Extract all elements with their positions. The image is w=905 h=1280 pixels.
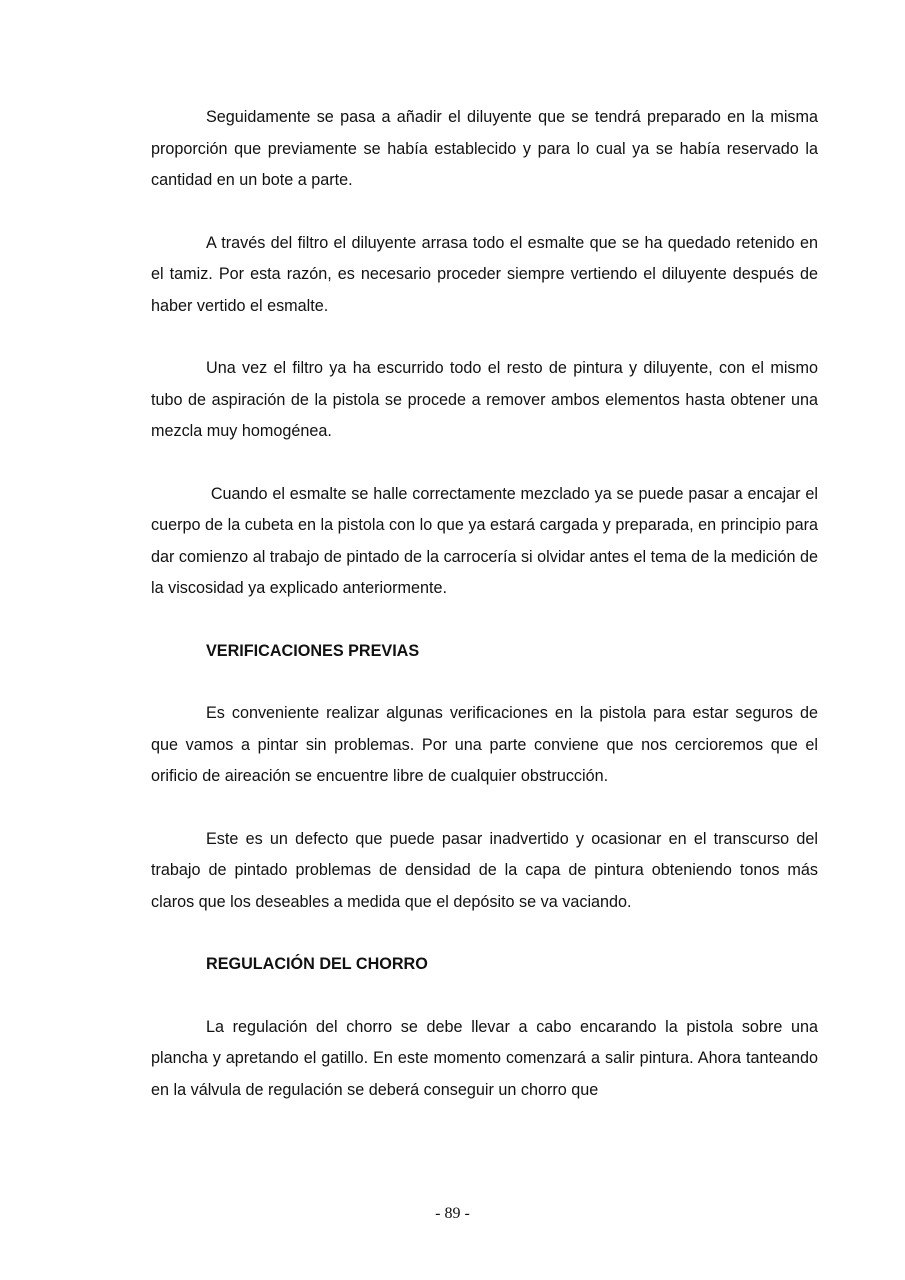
section-heading-regulacion: REGULACIÓN DEL CHORRO [206, 955, 428, 973]
paragraph-mezcla: Una vez el filtro ya ha escurrido todo el resto de pintura y diluyente, con el mismo tubo de aspiración de la pistola se procede a remover ambos elementos hasta obtener una mezcla muy homogénea. [151, 359, 818, 440]
paragraph-regulacion: La regulación del chorro se debe llevar a cabo encarando la pistola sobre una plancha y apretando el gatillo. En este momento comenzará a salir pintura. Ahora tanteando en la válvula de regulación se deberá conseguir un chorro que [151, 1017, 818, 1099]
paragraph-defecto: Este es un defecto que puede pasar inadvertido y ocasionar en el transcurso del trabajo de pintado problemas de densidad de la capa de pintura obteniendo tonos más claros que los deseables a medida que el depósito se va vaciando. [151, 829, 818, 911]
paragraph-verificaciones: Es conveniente realizar algunas verificaciones en la pistola para estar seguros de que vamos a pintar sin problemas. Por una parte conviene que nos cercioremos que el orificio de aireación se encuentre libre de cualquier obstrucción. [151, 704, 818, 785]
section-heading-verificaciones: VERIFICACIONES PREVIAS [206, 641, 420, 660]
paragraph-cubeta: Cuando el esmalte se halle correctamente mezclado ya se puede pasar a encajar el cuerpo de la cubeta en la pistola con lo que ya estará cargada y preparada, en principio para dar comienzo al trabajo de pintado de la carrocería si olvidar antes el tema de la medición de la viscosidad ya explicado anteriormente. [151, 484, 823, 597]
paragraph-filtro: A través del filtro el diluyente arrasa todo el esmalte que se ha quedado retenido en el tamiz. Por esta razón, es necesario proceder siempre vertiendo el diluyente después de haber vertido el esmalte. [151, 233, 818, 315]
page-number: - 89 - [435, 1205, 470, 1222]
page-body [151, 102, 823, 1137]
paragraph-diluyente: Seguidamente se pasa a añadir el diluyente que se tendrá preparado en la misma proporción que previamente se había establecido y para lo cual ya se había reservado la cantidad en un bote a parte. [151, 108, 818, 189]
